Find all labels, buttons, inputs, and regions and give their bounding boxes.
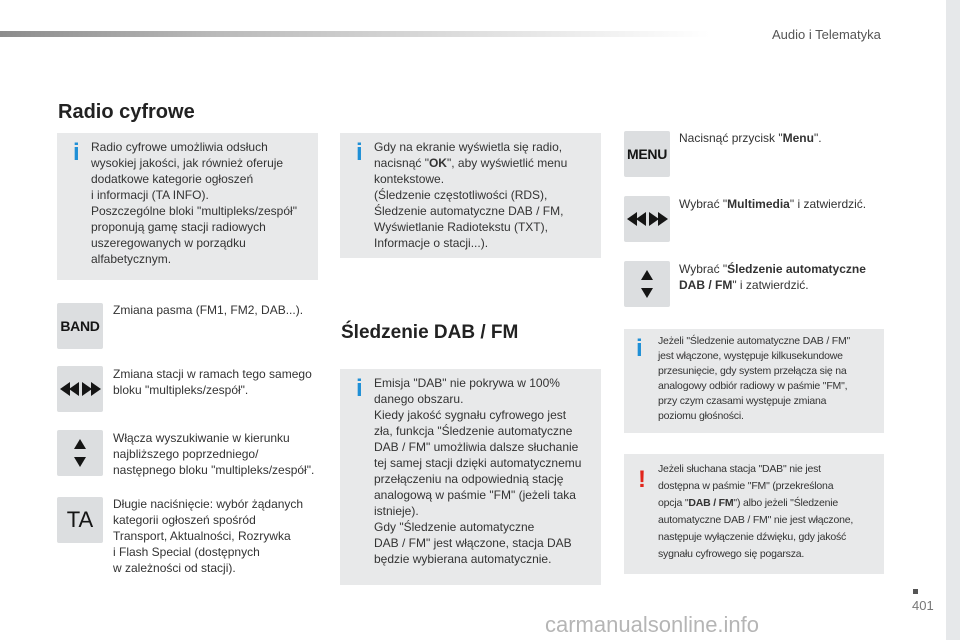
text-line: istnieje). (374, 504, 419, 518)
ta-button (57, 497, 103, 543)
text-line: analogowy odbiór radiowy w paśmie "FM", (658, 380, 848, 392)
info-box-analog-shift (624, 329, 884, 433)
warning-box-dab-mute (624, 454, 884, 574)
text-line: DAB / FM" jest włączone, stacja DAB (374, 536, 572, 550)
text-line: analogową w paśmie "FM" (jeżeli taka (374, 488, 576, 502)
watermark: carmanualsonline.info (545, 612, 760, 637)
text-line: przy czym czasami występuje zmiana (658, 395, 827, 407)
info-box-dab-coverage (340, 369, 601, 585)
page-title: Radio cyfrowe (58, 101, 195, 123)
seek-description (113, 366, 312, 398)
section-subtitle: Śledzenie DAB / FM (341, 322, 519, 343)
info-box-dab-coverage-text (374, 375, 581, 567)
page-edge-strip (946, 0, 960, 640)
text-line: danego obszaru. (374, 392, 464, 406)
info-icon: i (73, 139, 80, 166)
page-dot (913, 589, 918, 594)
up-down-arrows-icon (74, 439, 86, 467)
text-line: opcja "DAB / FM") albo jeżeli "Śledzenie (658, 497, 839, 509)
warning-box-text (658, 461, 853, 563)
text-line: proponują gamę stacji radiowych (91, 220, 266, 234)
menu-button (624, 131, 670, 177)
scan-description (113, 430, 314, 478)
text-line: zła, funkcja "Śledzenie automatyczne (374, 424, 573, 438)
ta-description (113, 496, 303, 576)
text-line: Wyświetlanie Radiotekstu (TXT), (374, 220, 548, 234)
info-icon: i (356, 139, 363, 166)
text-line: DAB / FM" umożliwia dalsze słuchanie (374, 440, 579, 454)
seek-button-right (624, 196, 670, 242)
text-line: dodatkowe kategorie ogłoszeń (91, 172, 254, 186)
text-line: automatyczne DAB / FM" nie jest włączone, (658, 514, 854, 526)
text-line: Poszczególne bloki "multipleks/zespół" (91, 204, 297, 218)
text-line: przesunięcie, gdy system przełącza się na (658, 365, 847, 377)
text-line: następuje wyłączenie dźwięku, gdy jakość (658, 531, 847, 543)
text-line: Kiedy jakość sygnału cyfrowego jest (374, 408, 567, 422)
text-line: kontekstowe. (374, 172, 445, 186)
info-box-digital-radio-text (91, 139, 297, 267)
info-box-context-menu (340, 133, 601, 258)
band-description (113, 302, 303, 318)
info-box-analog-shift-text (658, 334, 850, 424)
text-line: Jeżeli "Śledzenie automatyczne DAB / FM" (658, 335, 851, 347)
band-button (57, 303, 103, 349)
text-line: nacisnąć "OK", aby wyświetlić menu (374, 156, 568, 170)
text-line: Radio cyfrowe umożliwia odsłuch (91, 140, 268, 154)
info-box-digital-radio (57, 133, 318, 280)
text-line: przełączeniu na odpowiednią stację (374, 472, 564, 486)
text-line: Śledzenie automatyczne DAB / FM, (374, 204, 564, 218)
text-line: Gdy "Śledzenie automatyczne (374, 520, 535, 534)
text-line: wysokiej jakości, jak również oferuje (91, 156, 284, 170)
up-down-button (57, 430, 103, 476)
up-down-button-right (624, 261, 670, 307)
text-line: dostępna w paśmie "FM" (przekreślona (658, 480, 834, 492)
seek-arrows-icon (627, 212, 668, 226)
warning-icon: ! (638, 466, 646, 493)
text-line: Zmiana pasma (FM1, FM2, DAB...). (113, 303, 304, 317)
up-down-arrows-icon (641, 270, 653, 298)
text-line: Gdy na ekranie wyświetla się radio, (374, 140, 563, 154)
step-tracking-text: Wybrać "Śledzenie automatyczne DAB / FM" i zatwierdzić. (679, 262, 866, 292)
seek-button (57, 366, 103, 412)
info-icon: i (636, 335, 643, 362)
text-line: Informacje o stacji...). (374, 236, 489, 250)
step-multimedia-text: Wybrać "Multimedia" i zatwierdzić. (679, 197, 867, 211)
text-line: poziomu głośności. (658, 410, 744, 422)
text-line: Emisja "DAB" nie pokrywa w 100% (374, 376, 560, 390)
text-line: Włącza wyszukiwanie w kierunku (113, 431, 290, 445)
text-line: następnego bloku "multipleks/zespół". (113, 463, 315, 477)
text-line: uszeregowanych w porządku (91, 236, 246, 250)
ta-button-label: TA (66, 507, 94, 532)
page-number: 401 (912, 598, 934, 613)
text-line: Długie naciśnięcie: wybór żądanych (113, 497, 304, 511)
text-line: Zmiana stacji w ramach tego samego (113, 367, 312, 381)
text-line: Jeżeli słuchana stacja "DAB" nie jest (658, 463, 821, 475)
seek-arrows-icon (60, 382, 101, 396)
section-label: Audio i Telematyka (772, 27, 881, 42)
text-line: jest włączone, występuje kilkusekundowe (658, 350, 843, 362)
header-bar (0, 31, 710, 37)
text-line: kategorii ogłoszeń spośród (113, 513, 256, 527)
text-line: sygnału cyfrowego się pogarsza. (658, 548, 805, 560)
step-menu-text: Nacisnąć przycisk "Menu". (679, 131, 822, 145)
text-line: tej samej stacji dzięki automatycznemu (374, 456, 582, 470)
text-line: alfabetycznym. (91, 252, 172, 266)
text-line: najbliższego poprzedniego/ (113, 447, 259, 461)
info-icon: i (356, 375, 363, 402)
text-line: będzie wybierana automatycznie. (374, 552, 552, 566)
text-line: bloku "multipleks/zespół". (113, 383, 249, 397)
text-line: i Flash Special (dostępnych (113, 545, 260, 559)
text-line: Transport, Aktualności, Rozrywka (113, 529, 291, 543)
text-line: i informacji (TA INFO). (91, 188, 209, 202)
band-button-label: BAND (60, 318, 100, 334)
info-box-context-menu-text (374, 139, 567, 251)
text-line: w zależności od stacji). (113, 561, 236, 575)
text-line: (Śledzenie częstotliwości (RDS), (374, 188, 548, 202)
menu-button-label: MENU (626, 146, 668, 162)
